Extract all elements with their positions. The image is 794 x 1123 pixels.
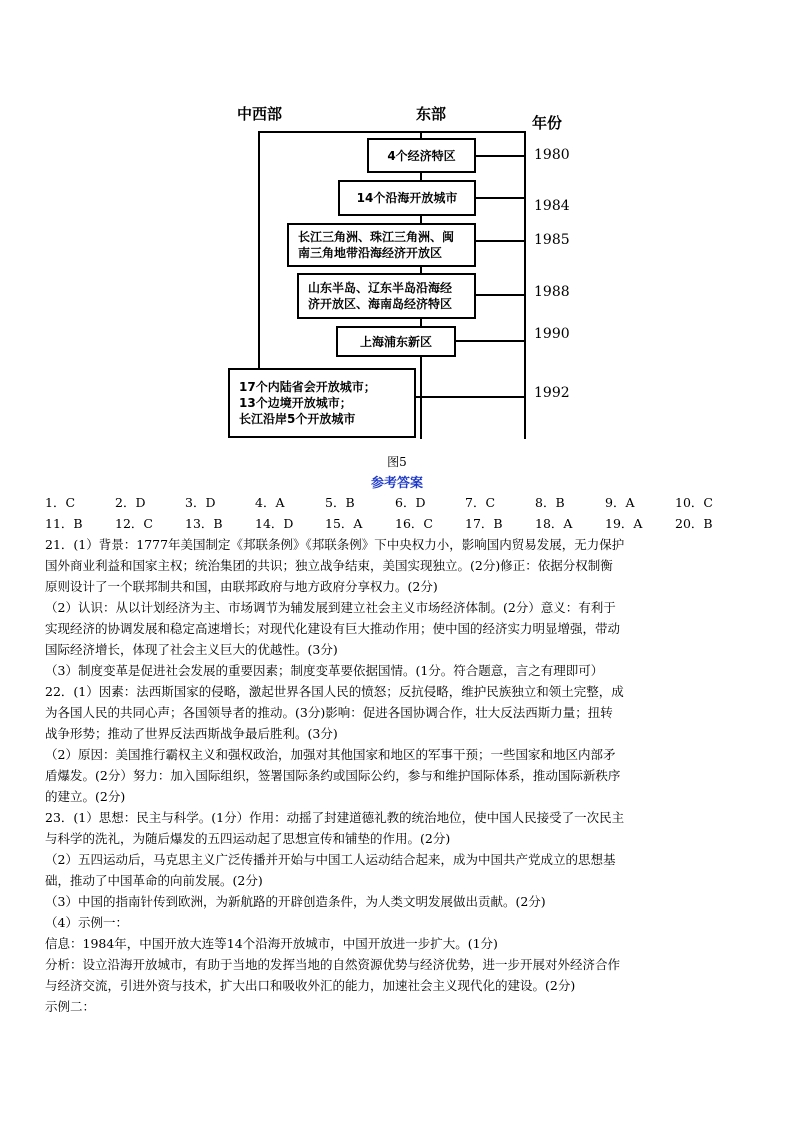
choice-item: 11．B	[45, 516, 83, 531]
header-east: 东部	[416, 105, 447, 123]
year-label: 1984	[534, 198, 570, 214]
year-label: 1988	[534, 284, 570, 300]
choice-item: 2．D	[115, 495, 146, 510]
entry-box-1988	[297, 273, 476, 319]
entry-label: 14个沿海开放城市	[356, 191, 458, 205]
figure-caption: 图5	[387, 455, 407, 469]
entry-box-1980	[367, 138, 476, 173]
answer-line: （2）认识：从以计划经济为主、市场调节为辅发展到建立社会主义市场经济体制。(2分）意义：有利于	[45, 600, 616, 615]
answer-line: 础，推动了中国革命的向前发展。(2分)	[45, 873, 263, 888]
choice-item: 9．A	[605, 495, 635, 510]
tick-1984	[474, 197, 524, 199]
answer-line: 的建立。(2分)	[45, 789, 126, 804]
entry-box-1990	[336, 326, 456, 357]
entry-label: 17个内陆省会开放城市；	[239, 380, 376, 394]
choice-item: 7．C	[465, 495, 496, 510]
answer-line: （3）中国的指南针传到欧洲，为新航路的开辟创造条件，为人类文明发展做出贡献。(2分)	[45, 894, 546, 909]
tick-1988	[474, 294, 524, 296]
entry-box-1984	[338, 180, 476, 216]
answer-line: 国外商业利益和国家主权；统治集团的共识；独立战争结束，美国实现独立。(2分)修正：依据分权制衡	[45, 558, 613, 573]
entry-label: 上海浦东新区	[359, 334, 432, 349]
answer-line: 实现经济的协调发展和稳定高速增长；对现代化建设有巨大推动作用；使中国的经济实力明显增强，带动	[45, 621, 621, 636]
answer-line: 战争形势；推动了世界反法西斯战争最后胜利。(3分)	[45, 726, 338, 741]
choice-item: 10．C	[675, 495, 713, 510]
entry-label: 13个边境开放城市；	[239, 396, 352, 410]
tick-1990	[456, 340, 524, 342]
year-label: 1980	[534, 147, 570, 163]
answer-line: 22．(1）因素：法西斯国家的侵略，激起世界各国人民的愤怒；反抗侵略，维护民族独立和领土完整，成	[45, 684, 624, 699]
answer-line: 信息：1984年，中国开放大连等14个沿海开放城市，中国开放进一步扩大。(1分)	[45, 936, 498, 951]
choice-item: 16．C	[395, 516, 433, 531]
answer-line: 原则设计了一个联邦制共和国，由联邦政府与地方政府分享权力。(2分)	[45, 579, 438, 594]
answer-line: 与经济交流，引进外资与技术，扩大出口和吸收外汇的能力，加速社会主义现代化的建设。(2分)	[45, 978, 576, 993]
entry-label: 南三角地带沿海经济开放区	[298, 246, 443, 260]
entry-label: 长江沿岸5个开放城市	[239, 412, 356, 426]
answer-line: 盾爆发。(2分）努力：加入国际组织，签署国际条约或国际公约，参与和维护国际体系，推动国际新秩序	[45, 768, 621, 783]
header-midwest: 中西部	[237, 105, 283, 123]
choice-item: 5．B	[325, 495, 355, 510]
year-label: 1990	[534, 326, 570, 342]
answer-line: 21．(1）背景：1777年美国制定《邦联条例》《邦联条例》下中央权力小，影响国内贸易发展，无力保护	[45, 537, 625, 552]
year-label: 1992	[534, 385, 570, 401]
choice-item: 14．D	[255, 516, 294, 531]
answer-line: （4）示例一：	[45, 915, 128, 930]
tick-1992	[416, 396, 524, 398]
choice-item: 20．B	[675, 516, 713, 531]
header-year: 年份	[532, 114, 563, 132]
year-axis-line	[524, 131, 526, 439]
choice-item: 3．D	[185, 495, 216, 510]
entry-label: 山东半岛、辽东半岛沿海经	[308, 281, 453, 295]
answer-line: 与科学的洗礼，为随后爆发的五四运动起了思想宣传和铺垫的作用。(2分)	[45, 831, 451, 846]
choice-item: 15．A	[325, 516, 363, 531]
choices-row-1	[45, 492, 751, 513]
year-label: 1985	[534, 232, 570, 248]
entry-box-1985	[287, 223, 476, 267]
answers-body	[45, 492, 751, 1017]
choice-item: 19．A	[605, 516, 643, 531]
choice-item: 18．A	[535, 516, 573, 531]
tick-1980	[474, 155, 524, 157]
answer-line: （2）原因：美国推行霸权主义和强权政治，加强对其他国家和地区的军事干预；一些国家和地区内部矛	[45, 747, 616, 762]
answer-line: 国际经济增长，体现了社会主义巨大的优越性。(3分)	[45, 642, 338, 657]
choice-item: 1．C	[45, 495, 76, 510]
answer-line: 示例二：	[45, 999, 96, 1014]
answers-title: 参考答案	[370, 476, 423, 491]
header-rule	[258, 131, 526, 133]
midwest-axis-line	[258, 131, 260, 369]
choice-item: 4．A	[255, 495, 285, 510]
entry-label: 济开放区、海南岛经济特区	[308, 297, 453, 311]
answer-line: 分析：设立沿海开放城市，有助于当地的发挥当地的自然资源优势与经济优势，进一步开展对外经济合作	[45, 957, 621, 972]
answer-line: （2）五四运动后，马克思主义广泛传播并开始与中国工人运动结合起来，成为中国共产党成立的思想基	[45, 852, 616, 867]
choices-row-2	[45, 513, 751, 534]
choice-item: 6．D	[395, 495, 426, 510]
tick-1985	[474, 240, 524, 242]
choice-item: 12．C	[115, 516, 153, 531]
answer-line: 23．(1）思想：民主与科学。(1分）作用：动摇了封建道德礼教的统治地位，使中国人民接受了一次民主	[45, 810, 625, 825]
choice-item: 8．B	[535, 495, 565, 510]
answer-line: 为各国人民的共同心声；各国领导者的推动。(3分)影响：促进各国协调合作，壮大反法西斯力量；扭转	[45, 705, 613, 720]
choice-item: 17．B	[465, 516, 503, 531]
entry-box-1992	[228, 368, 416, 438]
entry-label: 4个经济特区	[387, 148, 456, 163]
choice-item: 13．B	[185, 516, 223, 531]
entry-label: 长江三角洲、珠江三角洲、闽	[298, 230, 455, 244]
answer-line: （3）制度变革是促进社会发展的重要因素；制度变革要依据国情。(1分。符合题意，言之有理即可）	[45, 663, 604, 678]
